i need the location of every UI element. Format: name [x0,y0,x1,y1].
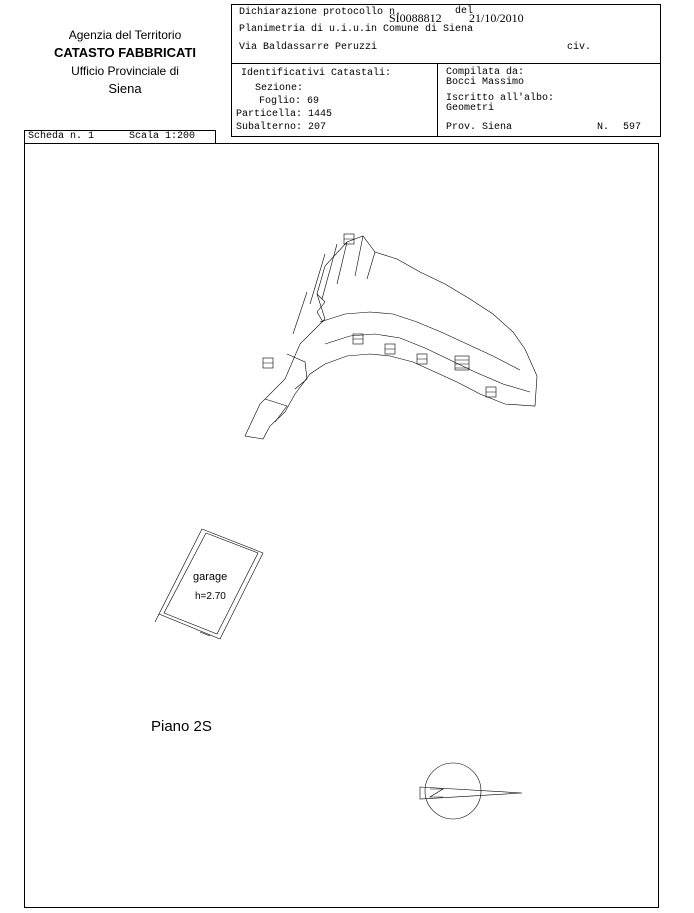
protocol-number: SI0088812 [389,11,442,25]
scale-label: Scala 1:200 [129,131,196,142]
registration-number: 597 [623,122,642,133]
foglio-field: Foglio: 69 [259,96,320,107]
declaration-label: Dichiarazione protocollo n. [239,7,402,18]
office-label: Ufficio Provinciale di [71,64,179,78]
agency-header [40,26,210,98]
identificativi-title: Identificativi Catastali: [241,68,392,79]
address: Via Baldassarre Peruzzi [239,42,378,53]
compilata-title: Compilata da: [446,67,525,78]
registration-label: N. [597,122,610,133]
albo-value: Geometri [446,103,495,114]
north-arrow [420,763,522,819]
particella-field: Particella: 1445 [236,109,333,120]
sezione-field: Sezione: [255,83,304,94]
garage-label: garage [193,571,228,583]
office-city: Siena [108,81,142,96]
registry-title: CATASTO FABBRICATI [53,45,197,60]
site-plan-drawing [25,144,660,909]
ceiling-height: h=2.70 [195,591,226,602]
drawing-area [24,143,659,908]
scheda-number: Scheda n. 1 [28,131,95,142]
del-label: del [455,6,474,17]
province-field: Prov. Siena [446,122,513,133]
garage-outline [155,529,263,639]
planimetria-text: Planimetria di u.i.u.in Comune di Siena [239,24,474,35]
floor-label: Piano 2S [151,718,212,735]
protocol-date: 21/10/2010 [469,11,524,25]
civ-label: civ. [567,42,592,53]
compiler-name: Bocci Massimo [446,77,525,88]
agency-name: Agenzia del Territorio [68,28,182,42]
subalterno-field: Subalterno: 207 [236,122,327,133]
stairs [263,234,496,397]
iscritto-label: Iscritto all'albo: [446,93,555,104]
building-outline [245,236,537,439]
